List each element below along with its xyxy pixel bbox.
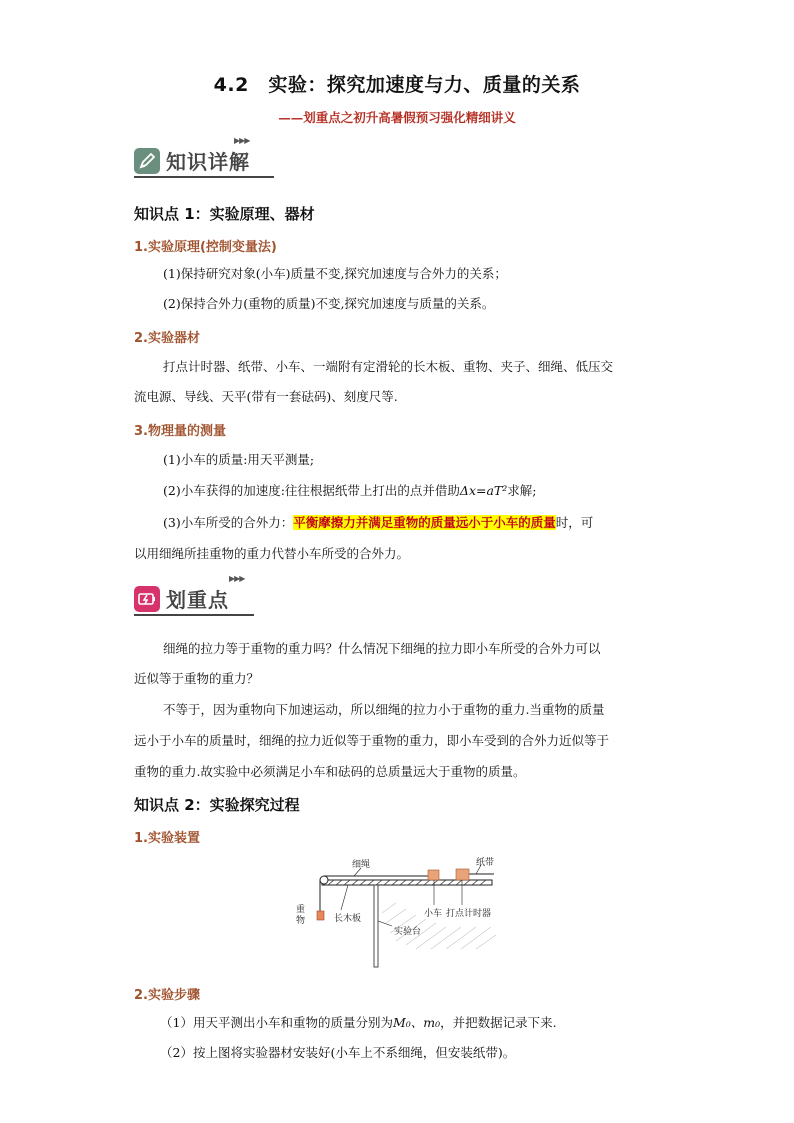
measurement-item-2-prefix: (2)小车获得的加速度:往往根据纸带上打出的点并借助 <box>163 483 460 498</box>
highlight-condition: 平衡摩擦力并满足重物的质量远小于小车的质量 <box>293 515 556 530</box>
label-table: 实验台 <box>394 927 422 937</box>
answer-line-2: 远小于小车的质量时，细绳的拉力近似等于重物的重力，即小车受到的合外力近似等于 <box>134 733 610 748</box>
measurement-heading: 3.物理量的测量 <box>134 424 226 439</box>
principle-item-1: (1)保持研究对象(小车)质量不变,探究加速度与合外力的关系； <box>163 266 507 281</box>
key-point-banner <box>134 574 279 620</box>
formula-delta-x: Δx=aT² <box>459 483 508 498</box>
principle-item-2: (2)保持合外力(重物的质量)不变,探究加速度与质量的关系。 <box>163 296 495 311</box>
knowledge-banner-label: 知识详解 <box>166 150 250 174</box>
answer-line-3: 重物的重力.故实验中必须满足小车和砝码的总质量远大于重物的质量。 <box>134 764 526 779</box>
page-title: 4.2 实验：探究加速度与力、质量的关系 <box>213 74 581 96</box>
arrows-icon: ▶▶▶ <box>234 136 250 145</box>
label-timer: 打点计时器 <box>446 909 492 919</box>
measurement-item-3-line2: 以用细绳所挂重物的重力代替小车所受的合外力。 <box>134 546 410 561</box>
label-board: 长木板 <box>334 914 362 924</box>
label-cart: 小车 <box>424 909 443 919</box>
banner-underline <box>134 614 254 616</box>
question-line-2: 近似等于重物的重力？ <box>134 671 260 686</box>
label-tape: 纸带 <box>476 858 495 868</box>
principle-heading: 1.实验原理(控制变量法) <box>134 240 277 255</box>
measurement-item-1: (1)小车的质量:用天平测量; <box>163 452 315 467</box>
measurement-item-2 <box>163 481 537 501</box>
question-line-1: 细绳的拉力等于重物的重力吗？什么情况下细绳的拉力即小车所受的合外力可以 <box>163 641 601 656</box>
step-1-vars: M₀、m₀ <box>392 1015 441 1030</box>
measurement-item-2-suffix: 求解; <box>507 483 537 498</box>
apparatus-diagram <box>296 853 498 973</box>
equipment-heading: 2.实验器材 <box>134 331 200 346</box>
page-subtitle: ——划重点之初升高暑假预习强化精细讲义 <box>278 110 516 125</box>
knowledge-banner <box>134 136 279 182</box>
label-rope: 细绳 <box>352 860 371 870</box>
step-2: （2）按上图将实验器材安装好(小车上不系细绳，但安装纸带)。 <box>160 1045 516 1060</box>
lightning-icon <box>134 586 160 612</box>
step-1 <box>160 1013 557 1033</box>
banner-underline <box>134 176 274 178</box>
apparatus-heading: 1.实验装置 <box>134 831 200 846</box>
pencil-icon <box>134 148 160 174</box>
section2-heading: 知识点 2：实验探究过程 <box>134 796 300 814</box>
steps-heading: 2.实验步骤 <box>134 988 200 1003</box>
answer-line-1: 不等于，因为重物向下加速运动，所以细绳的拉力小于重物的重力.当重物的质量 <box>163 702 605 717</box>
step-1-prefix: （1）用天平测出小车和重物的质量分别为 <box>160 1015 393 1030</box>
key-point-banner-label: 划重点 <box>166 588 229 612</box>
measurement-item-3-prefix: (3)小车所受的合外力： <box>163 515 294 530</box>
equipment-line-2: 流电源、导线、天平(带有一套砝码)、刻度尺等. <box>134 389 398 404</box>
arrows-icon: ▶▶▶ <box>229 574 245 583</box>
measurement-item-3-suffix: 时，可 <box>555 515 594 530</box>
equipment-line-1: 打点计时器、纸带、小车、一端附有定滑轮的长木板、重物、夹子、细绳、低压交 <box>163 359 614 374</box>
measurement-item-3 <box>163 513 593 533</box>
step-1-suffix: ，并把数据记录下来. <box>440 1015 557 1030</box>
label-weight: 重物 <box>296 905 306 926</box>
section1-heading: 知识点 1：实验原理、器材 <box>134 205 315 223</box>
